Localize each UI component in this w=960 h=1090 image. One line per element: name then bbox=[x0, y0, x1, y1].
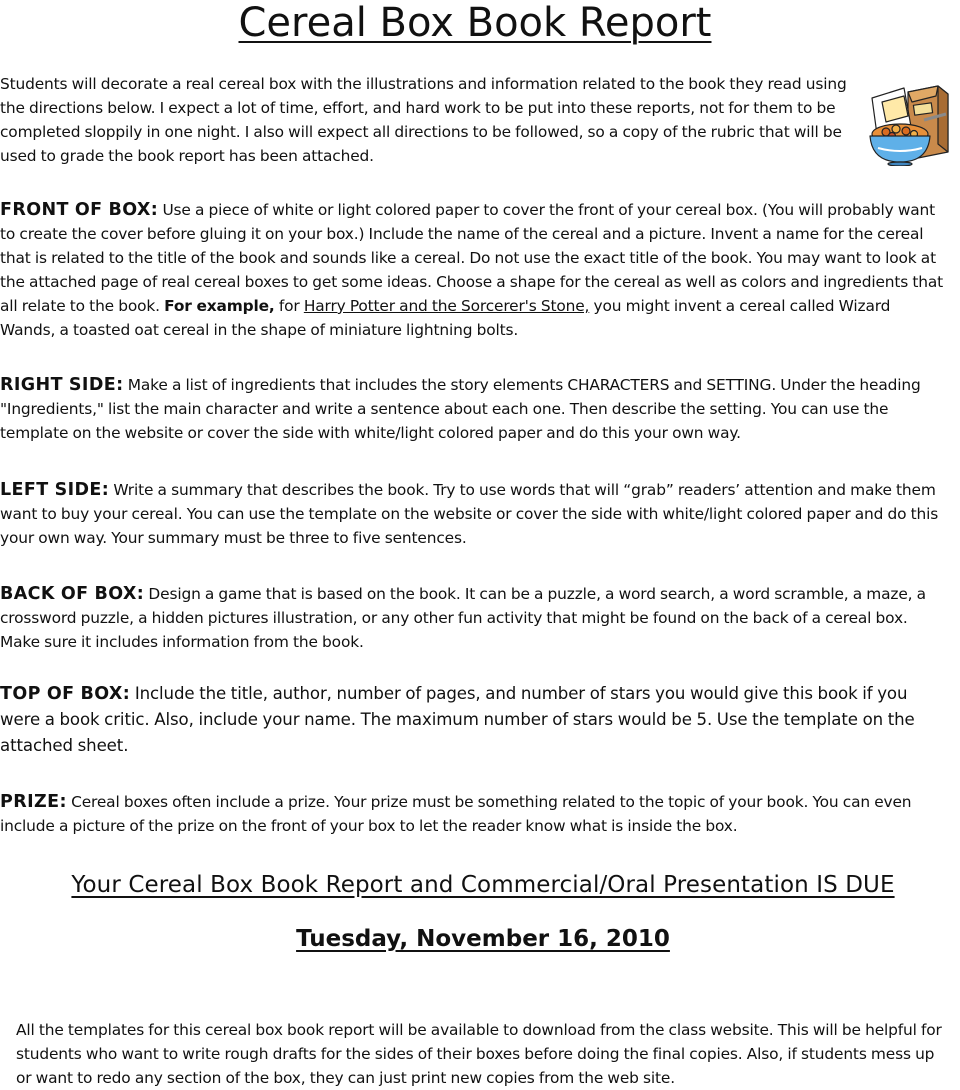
page-title-text: Cereal Box Book Report bbox=[238, 0, 712, 46]
example-book-title: Harry Potter and the Sorcerer's Stone, bbox=[303, 297, 590, 315]
left-side-text: Write a summary that describes the book. Try to use words that will “grab” readers’ attention and make them want to buy your cereal. You can use the template on the website or cover the side with white/light colored paper and do this your own way. Your summary must be three to five sentences. bbox=[0, 481, 939, 547]
top-of-box-text: Include the title, author, number of pages, and number of stars you would give this book if you were a book critic. Also, include your name. The maximum number of stars would be 5. Use the template on the attached sheet. bbox=[0, 684, 915, 755]
prize-text: Cereal boxes often include a prize. Your prize must be something related to the topic of your book. You can even include a picture of the prize on the front of your box to let the reader know what is inside the box. bbox=[0, 793, 912, 835]
left-side-section bbox=[0, 478, 946, 550]
top-of-box-heading: TOP OF BOX: bbox=[0, 684, 131, 704]
due-date: Tuesday, November 16, 2010 bbox=[296, 926, 670, 952]
back-of-box-heading: BACK OF BOX: bbox=[0, 584, 145, 604]
right-side-heading: RIGHT SIDE: bbox=[0, 375, 124, 395]
back-of-box-text: Design a game that is based on the book. It can be a puzzle, a word search, a word scramble, a maze, a crossword puzzle, a hidden pictures illustration, or any other fun activity that might be found on the back of a cereal box. Make sure it includes information from the book. bbox=[0, 585, 926, 651]
footer-note: All the templates for this cereal box book report will be available to download from the class website. This will be helpful for students who want to write rough drafts for the sides of their boxes before doing the final copies. Also, if students mess up or want to redo any section of the box, they can just print new copies from the web site. bbox=[16, 1021, 942, 1087]
prize-heading: PRIZE: bbox=[0, 792, 67, 812]
right-side-section bbox=[0, 373, 946, 445]
right-side-text: Make a list of ingredients that includes the story elements CHARACTERS and SETTING. Under the heading "Ingredients," list the main character and write a sentence about each one. Then describe the setting. You can use the template on the website or cover the side with white/light colored paper and do this your own way. bbox=[0, 376, 921, 442]
front-of-box-section bbox=[0, 198, 946, 342]
example-label: For example, bbox=[164, 297, 275, 315]
intro-paragraph: Students will decorate a real cereal box with the illustrations and information related to the book they read using the directions below. I expect a lot of time, effort, and hard work to be put into these reports, not for them to be completed sloppily in one night. I also will expect all directions to be followed, so a copy of the rubric that will be used to grade the book report has been attached. bbox=[0, 75, 847, 165]
page-title bbox=[0, 0, 950, 46]
prize-section bbox=[0, 790, 946, 838]
cereal-bowl-icon bbox=[866, 82, 954, 166]
due-announcement: Your Cereal Box Book Report and Commercial/Oral Presentation IS DUE bbox=[71, 872, 895, 898]
example-pre: for bbox=[274, 297, 304, 315]
back-of-box-section bbox=[0, 582, 946, 654]
front-of-box-text: Use a piece of white or light colored paper to cover the front of your cereal box. (You will probably want to create the cover before gluing it on your box.) Include the name of the cereal and a picture. Invent a name for the cereal that is related to the title of the book and sounds like a cereal. Do not use the exact title of the book. You may want to look at the attached page of real cereal boxes to get some ideas. Choose a shape for the cereal as well as colors and ingredients that all relate to the book. bbox=[0, 201, 944, 315]
front-of-box-heading: FRONT OF BOX: bbox=[0, 200, 159, 220]
top-of-box-section bbox=[0, 681, 950, 759]
left-side-heading: LEFT SIDE: bbox=[0, 480, 110, 500]
example-text: you might invent a cereal called Wizard Wands, a toasted oat cereal in the shape of miniature lightning bolts. bbox=[0, 297, 891, 339]
